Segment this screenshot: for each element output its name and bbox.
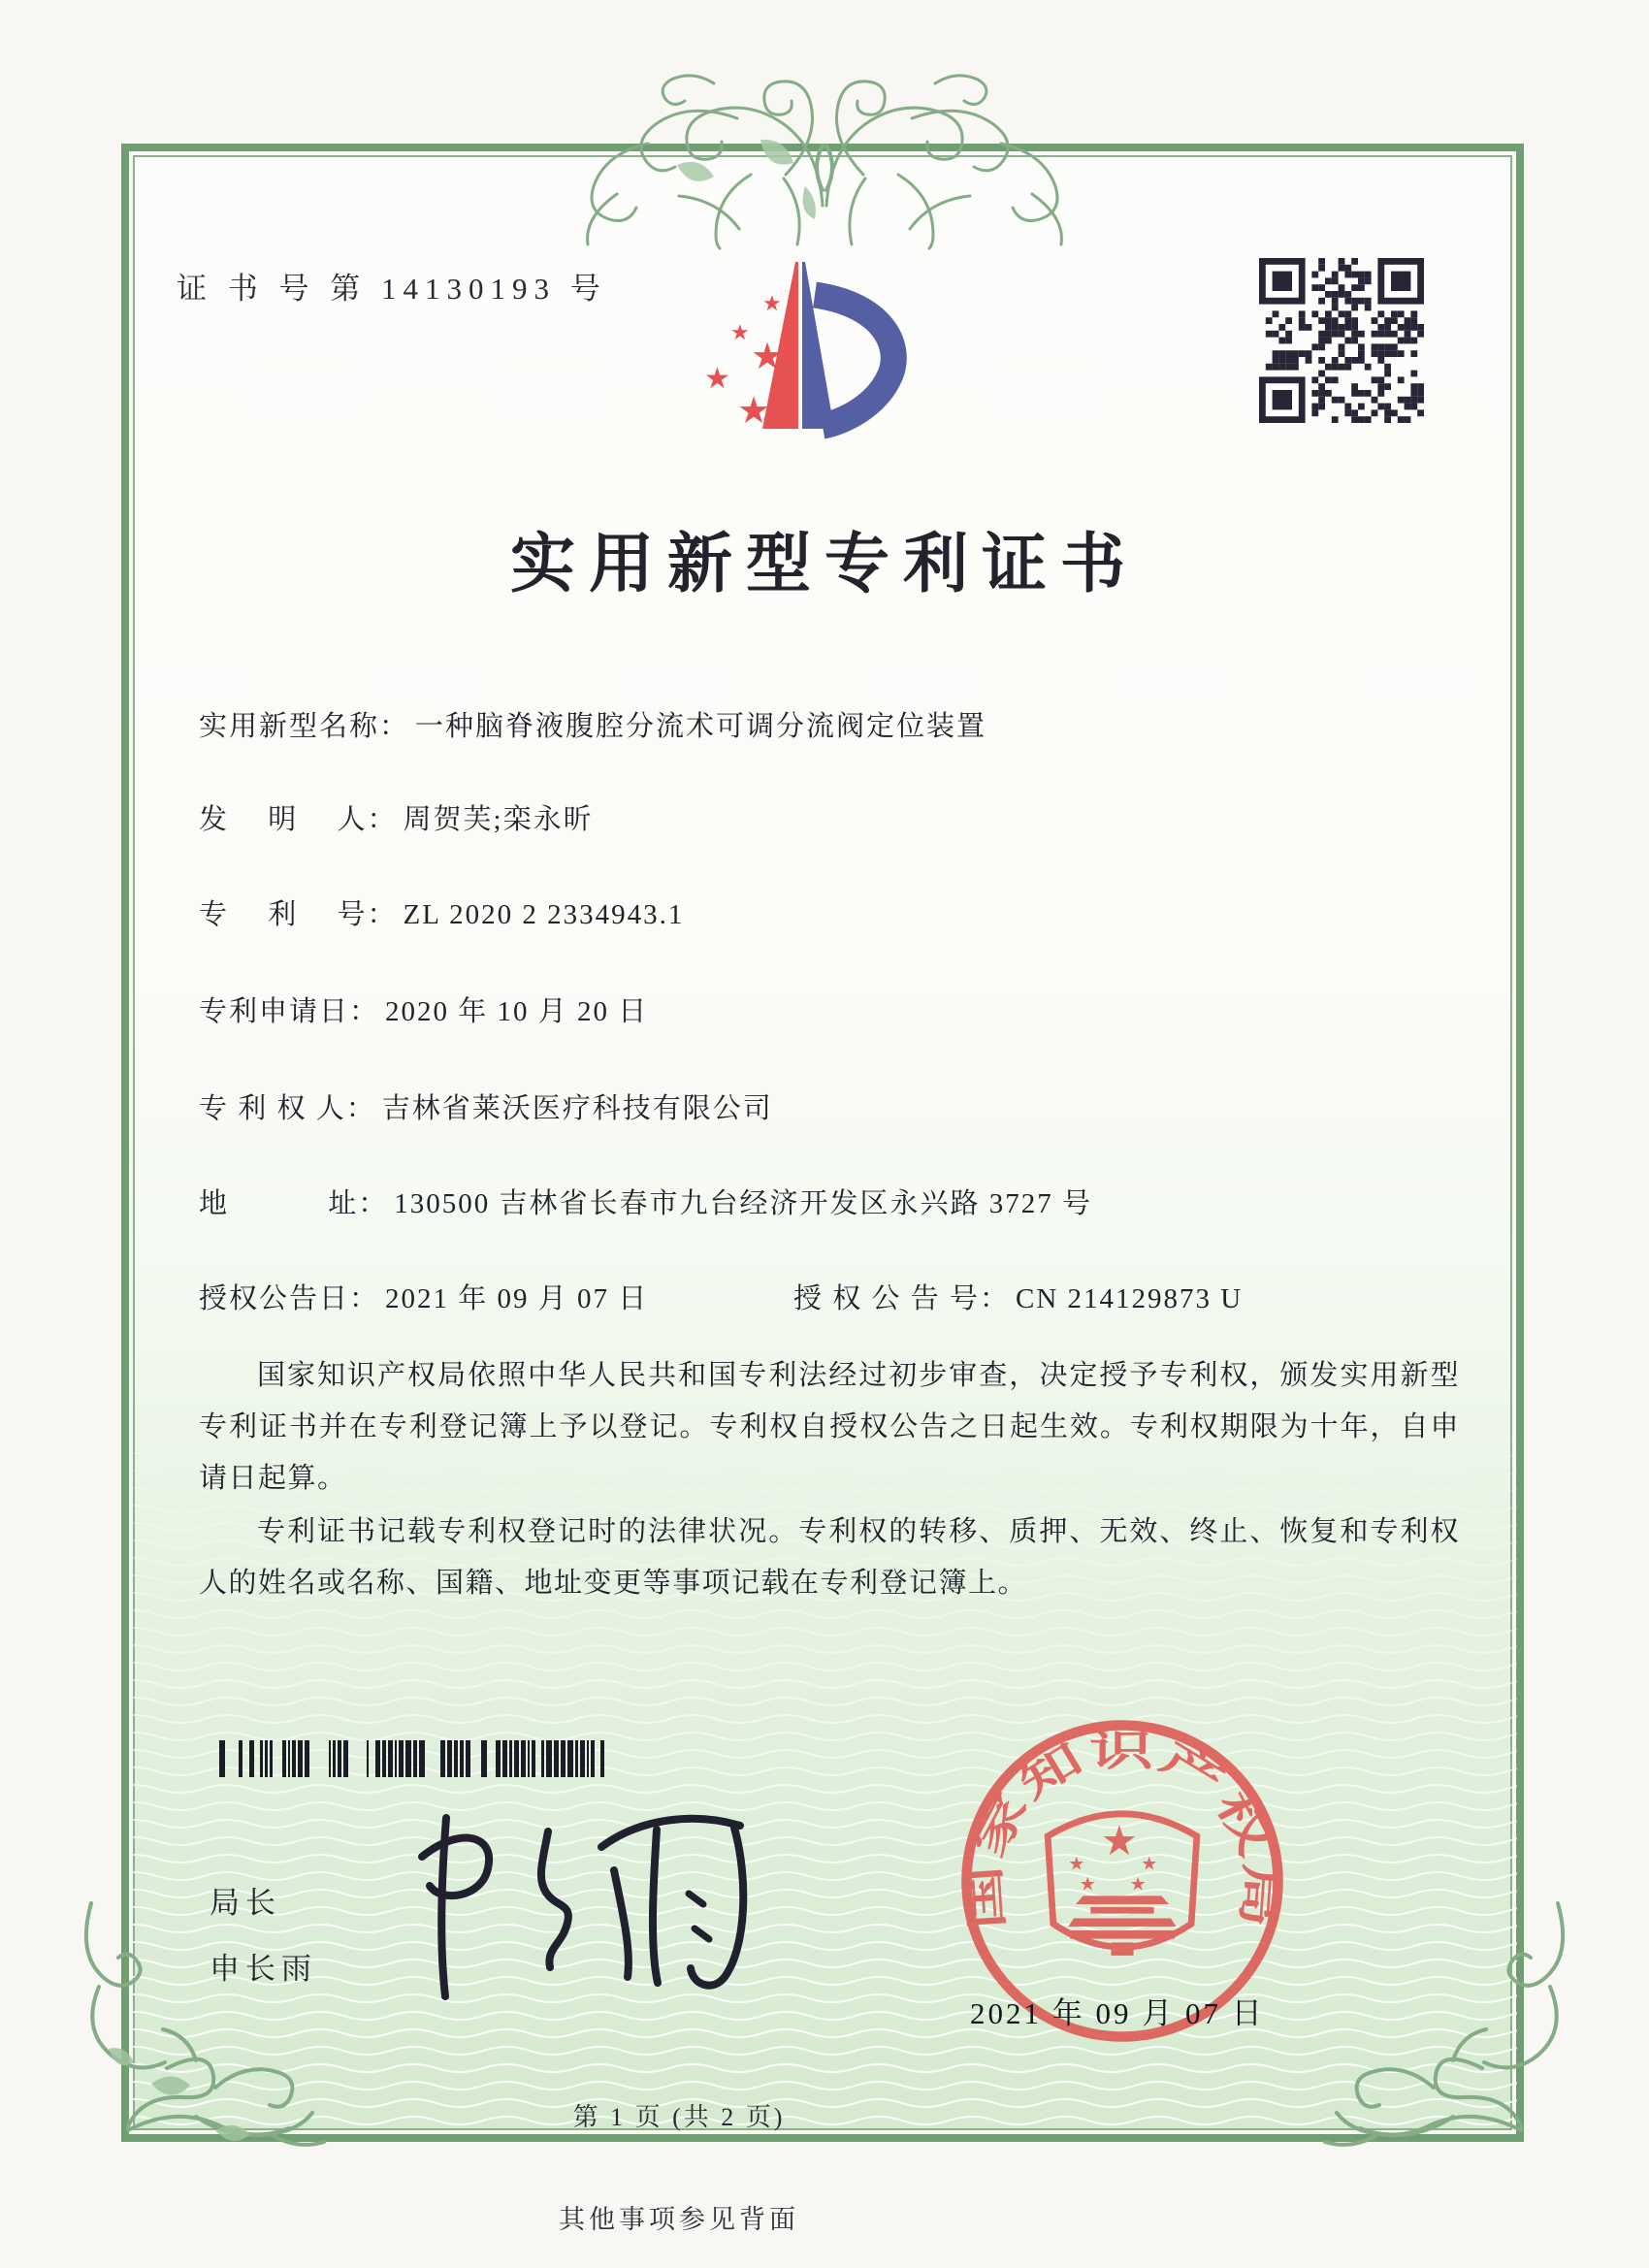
svg-text:★: ★	[751, 337, 785, 377]
cnipa-logo-icon	[677, 250, 920, 449]
field-label: 地 址：	[199, 1188, 389, 1219]
field-label: 实用新型名称：	[199, 711, 410, 742]
field-label: 专 利 权 人：	[199, 1093, 376, 1124]
corner-flourish-ornament-icon	[1288, 1894, 1579, 2185]
svg-text:★: ★	[1079, 1874, 1097, 1895]
field-pair-grant-number	[793, 1277, 1243, 1316]
corner-flourish-ornament-icon	[70, 1894, 361, 2185]
director-name: 申长雨	[210, 1952, 317, 1986]
field-value: 周贺芙;栾永昕	[403, 804, 594, 835]
field-row-patent-number	[199, 892, 684, 932]
legal-paragraph: 国家知识产权局依照中华人民共和国专利法经过初步审查，决定授予专利权，颁发实用新型专利证书并在专利登记簿上予以登记。专利权自授权公告之日起生效。专利权期限为十年，自申请日起算。	[199, 1360, 1460, 1494]
svg-text:★: ★	[762, 291, 782, 315]
field-value: 吉林省莱沃医疗科技有限公司	[381, 1093, 773, 1124]
svg-text:★: ★	[730, 320, 750, 344]
certificate-number: 证 书 号 第 14130193 号	[177, 272, 607, 306]
field-row-filing-date	[199, 989, 648, 1029]
field-value: 130500 吉林省长春市九台经济开发区永兴路 3727 号	[394, 1188, 1093, 1219]
field-label: 发 明 人：	[199, 804, 398, 835]
legal-body-text	[199, 1350, 1460, 1611]
top-flourish-ornament-icon	[532, 50, 1117, 250]
field-value: 2021 年 09 月 07 日	[385, 1283, 649, 1314]
field-value: 一种脑脊液腹腔分流术可调分流阀定位装置	[415, 711, 987, 742]
field-row-grant-date	[199, 1277, 1244, 1316]
svg-text:★: ★	[1068, 1854, 1085, 1875]
certificate-inner-frame	[133, 155, 1512, 2130]
page-number: 第 1 页 (共 2 页)	[572, 2103, 786, 2131]
field-value: 2020 年 10 月 20 日	[385, 996, 649, 1027]
qr-code-icon	[1259, 258, 1424, 423]
field-row-utility-model-name	[199, 704, 986, 744]
field-label: 专利申请日：	[199, 996, 380, 1027]
field-label: 授权公告日：	[199, 1283, 380, 1314]
legal-paragraph: 专利证书记载专利权登记时的法律状况。专利权的转移、质押、无效、终止、恢复和专利权人的姓名或名称、国籍、地址变更等事项记载在专利登记簿上。	[199, 1516, 1460, 1599]
barcode-icon	[215, 1740, 607, 1779]
svg-text:★: ★	[1129, 1874, 1147, 1895]
national-emblem	[1048, 1814, 1197, 1956]
svg-text:★: ★	[1141, 1854, 1158, 1875]
svg-text:★: ★	[704, 363, 730, 395]
handwritten-signature-icon	[403, 1800, 800, 2019]
seal-date: 2021 年 09 月 07 日	[970, 1996, 1265, 2030]
field-row-address	[199, 1182, 1092, 1221]
document-title: 实用新型专利证书	[510, 529, 1139, 600]
field-value: ZL 2020 2 2334943.1	[403, 899, 685, 930]
director-title: 局长	[210, 1886, 281, 1920]
field-row-inventor	[199, 797, 594, 837]
field-row-patentee	[199, 1086, 773, 1126]
seal-arc-text: 国家知识产权局	[961, 1727, 1284, 1931]
field-label: 授 权 公 告 号：	[793, 1283, 1011, 1314]
back-side-note: 其他事项参见背面	[559, 2205, 799, 2234]
svg-text:★: ★	[1100, 1819, 1138, 1865]
svg-text:★: ★	[737, 391, 771, 432]
field-value: CN 214129873 U	[1016, 1283, 1244, 1314]
field-label: 专 利 号：	[199, 899, 398, 930]
